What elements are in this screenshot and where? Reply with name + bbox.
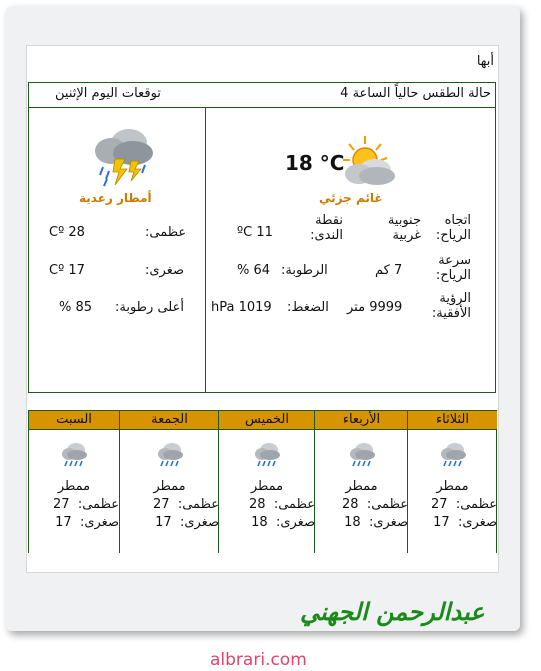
forecast-min: صغرى: 18: [344, 515, 408, 530]
forecast-max: عظمى: 27: [431, 497, 497, 512]
visibility-value: 9999 متر: [347, 300, 403, 315]
wind-direction-value: جنوبية غربية: [387, 213, 421, 243]
forecast-max: عظمى: 27: [53, 497, 119, 512]
current-temperature: 18 °C: [285, 151, 345, 175]
forecast-day: [218, 411, 315, 553]
wind-direction-label: اتجاه الرياح:: [435, 213, 471, 243]
partly-cloudy-sun-icon: [337, 134, 397, 194]
forecast-condition: ممطر: [250, 479, 284, 494]
site-watermark[interactable]: albrari.com: [210, 650, 307, 670]
today-max-label: عظمى:: [145, 225, 187, 240]
forecast-day-name: الخميس: [219, 411, 315, 430]
dew-point-label: نقطة الندى:: [310, 213, 343, 243]
forecast-day: [119, 411, 219, 553]
weather-panel: [28, 82, 496, 393]
pressure-label: الضغط:: [287, 300, 329, 315]
forecast-day: [407, 411, 497, 553]
forecast-condition: ممطر: [153, 479, 186, 494]
rain-cloud-icon: [60, 441, 88, 473]
forecast-min: صغرى: 17: [155, 515, 219, 530]
forecast-max: عظمى: 27: [153, 497, 219, 512]
forecast-condition: ممطر: [436, 479, 469, 494]
forecast-min: صغرى: 17: [55, 515, 119, 530]
rain-cloud-icon: [439, 441, 467, 473]
forecast-min: صغرى: 17: [433, 515, 497, 530]
forecast-day: [29, 411, 119, 553]
forecast-condition: ممطر: [57, 479, 91, 494]
forecast-condition: ممطر: [345, 479, 378, 494]
current-condition: غائم جزئي: [319, 191, 383, 205]
forecast-day: [314, 411, 408, 553]
panel-header: [29, 83, 495, 108]
city-name: أبها: [476, 54, 494, 69]
humidity-label: الرطوبة:: [281, 263, 328, 278]
wind-speed-value: 7 كم: [375, 263, 403, 278]
forecast-day-name: الثلاثاء: [408, 411, 497, 430]
thunderstorm-icon: [89, 123, 159, 193]
forecast-day-name: الجمعة: [120, 411, 219, 430]
rain-cloud-icon: [156, 441, 184, 473]
forecast-day-name: السبت: [29, 411, 119, 430]
dew-point-value: 11 ºC: [237, 225, 273, 240]
today-humidity-value: 85 %: [59, 300, 93, 315]
rain-cloud-icon: [253, 441, 281, 473]
today-condition: أمطار رعدية: [79, 191, 152, 205]
humidity-value: 64 %: [237, 263, 271, 278]
today-max-value: 28 Cº: [49, 225, 85, 240]
today-min-value: 17 Cº: [49, 263, 85, 278]
rain-cloud-icon: [348, 441, 376, 473]
weather-card: [26, 45, 499, 573]
wind-speed-label: سرعة الرياح:: [435, 253, 471, 283]
forecast-max: عظمى: 28: [249, 497, 315, 512]
pressure-value: 1019 hPa: [211, 300, 272, 315]
panel-divider: [205, 107, 206, 392]
forecast-max: عظمى: 28: [342, 497, 408, 512]
visibility-label: الرؤية الأفقية:: [431, 291, 471, 321]
today-min-label: صغرى:: [145, 263, 185, 278]
forecast-day-name: الأربعاء: [315, 411, 408, 430]
today-humidity-label: أعلى رطوبة:: [115, 300, 184, 315]
signature: عبدالرحمن الجهني: [300, 597, 485, 626]
current-header: حالة الطقس حالياً الساعة 4: [340, 86, 491, 101]
forecast-header: توقعات اليوم الإثنين: [55, 86, 161, 101]
forecast-min: صغرى: 18: [251, 515, 315, 530]
weekly-forecast: [28, 410, 497, 553]
